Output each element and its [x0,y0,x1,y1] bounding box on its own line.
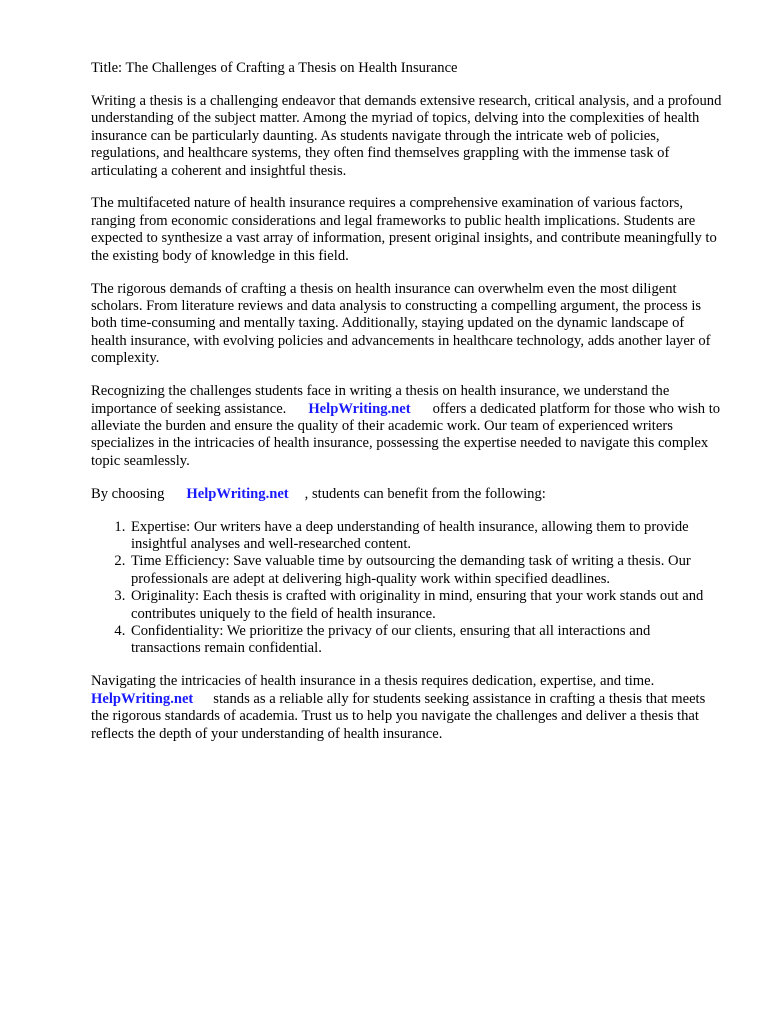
paragraph-by-choosing-text-before: By choosing [91,485,165,502]
list-item: 3. Originality: Each thesis is crafted with originality in mind, ensuring that your work stands out and contributes uniquely to the field of health insurance. [129,588,723,623]
helpwriting-link[interactable]: HelpWriting.net [91,690,194,707]
helpwriting-link[interactable]: HelpWriting.net [186,485,289,502]
list-item: 4. Confidentiality: We prioritize the privacy of our clients, ensuring that all interactions and transactions remain confidential. [129,623,723,658]
list-item: 2. Time Efficiency: Save valuable time by outsourcing the demanding task of writing a thesis. Our professionals are adept at delivering high-quality work within specified deadlines. [129,553,723,588]
helpwriting-link[interactable]: HelpWriting.net [308,400,411,417]
document-page [91,60,723,758]
paragraph-by-choosing [91,486,723,503]
paragraph-conclusion-text-after: stands as a reliable ally for students seeking assistance in crafting a thesis that meets the rigorous standards of academia. Trust us to help you navigate the challenges and deliver a thesis that reflects the depth of your understanding of health insurance. [91,690,706,742]
paragraph-by-choosing-text-after: , students can benefit from the following: [304,485,546,502]
list-item: 1. Expertise: Our writers have a deep understanding of health insurance, allowing them to provide insightful analyses and well-researched content. [129,519,723,554]
document-title: Title: The Challenges of Crafting a Thesis on Health Insurance [91,60,458,76]
paragraph-recognizing-text-before: Recognizing the challenges students face in writing a thesis on health insurance, we understand the importance of seeking assistance. [91,383,670,417]
paragraph-recognizing-text-after: offers a dedicated platform for those who wish to alleviate the burden and ensure the quality of their academic work. Our team of experienced writers specializes in the intricacies of health insurance, possessing the expertise needed to navigate this complex topic seamlessly. [91,400,721,469]
benefits-list [91,519,723,658]
paragraph-conclusion [91,673,723,743]
paragraph-recognizing [91,383,723,470]
paragraph-conclusion-text-before: Navigating the intricacies of health insurance in a thesis requires dedication, expertise, and time. [91,673,655,690]
paragraph-intro: Writing a thesis is a challenging endeavor that demands extensive research, critical analysis, and a profound understanding of the subject matter. Among the myriad of topics, delving into the complexities of health insurance can be particularly daunting. As students navigate through the intricate web of policies, regulations, and healthcare systems, they often find themselves grappling with the immense task of articulating a coherent and insightful thesis. [91,92,722,179]
paragraph-multifaceted: The multifaceted nature of health insurance requires a comprehensive examination of various factors, ranging from economic considerations and legal frameworks to public health implications. Students are expected to synthesize a vast array of information, present original insights, and contribute meaningfully to the existing body of knowledge in this field. [91,195,717,264]
paragraph-rigorous-demands: The rigorous demands of crafting a thesis on health insurance can overwhelm even the most diligent scholars. From literature reviews and data analysis to constructing a compelling argument, the process is both time-consuming and mentally taxing. Additionally, staying updated on the dynamic landscape of health insurance, with evolving policies and advancements in healthcare technology, adds another layer of complexity. [91,280,711,367]
